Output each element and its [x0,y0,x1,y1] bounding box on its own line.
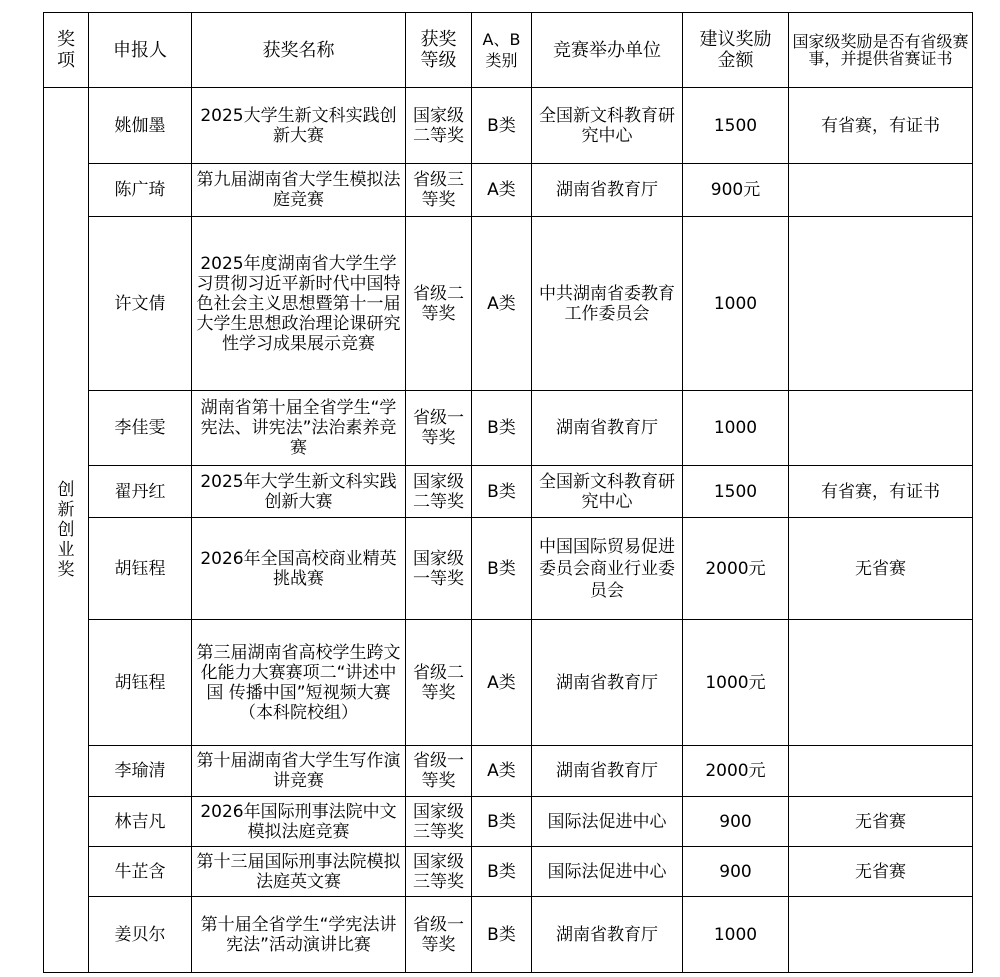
award-name-cell: 2026年全国高校商业精英挑战赛 [192,518,406,620]
table-row [44,217,973,391]
level-cell: 国家级一等奖 [406,518,472,620]
level-cell: 省级一等奖 [406,391,472,466]
amount-cell: 1000元 [683,620,789,746]
level-cell: 省级二等奖 [406,217,472,391]
class-cell: A类 [472,620,532,746]
table-row [44,88,973,164]
applicant-cell: 林吉凡 [89,797,192,847]
award-name-cell: 第十三届国际刑事法院模拟法庭英文赛 [192,847,406,897]
provincial-cell [789,897,973,973]
table-row [44,391,973,466]
award-table [43,12,973,973]
level-cell: 省级一等奖 [406,897,472,973]
provincial-cell: 无省赛 [789,518,973,620]
table-body [44,88,973,973]
table-row [44,164,973,217]
applicant-cell: 牛芷含 [89,847,192,897]
award-name-cell: 2025年大学生新文科实践创新大赛 [192,466,406,518]
applicant-cell: 李瑜清 [89,746,192,797]
organizer-cell: 中国国际贸易促进委员会商业行业委员会 [532,518,683,620]
table-row [44,746,973,797]
amount-cell: 2000元 [683,518,789,620]
applicant-cell: 姜贝尔 [89,897,192,973]
provincial-cell: 有省赛，有证书 [789,466,973,518]
award-name-cell: 湖南省第十届全省学生“学宪法、讲宪法”法治素养竞赛 [192,391,406,466]
table-row [44,897,973,973]
level-cell: 省级一等奖 [406,746,472,797]
provincial-cell [789,391,973,466]
amount-cell: 900 [683,797,789,847]
provincial-cell: 无省赛 [789,847,973,897]
class-cell: B类 [472,847,532,897]
provincial-cell [789,620,973,746]
amount-cell: 900元 [683,164,789,217]
organizer-cell: 湖南省教育厅 [532,746,683,797]
provincial-cell: 有省赛，有证书 [789,88,973,164]
header-class: A、B类别 [472,13,532,88]
provincial-cell [789,746,973,797]
header-amount: 建议奖励金额 [683,13,789,88]
applicant-cell: 许文倩 [89,217,192,391]
header-category: 奖项 [44,13,89,88]
award-name-cell: 第九届湖南省大学生模拟法庭竞赛 [192,164,406,217]
class-cell: B类 [472,466,532,518]
award-name-cell: 2025大学生新文科实践创新大赛 [192,88,406,164]
award-name-cell: 2025年度湖南省大学生学习贯彻习近平新时代中国特色社会主义思想暨第十一届大学生思想政治理论课研究性学习成果展示竞赛 [192,217,406,391]
header-award-name: 获奖名称 [192,13,406,88]
award-name-cell: 第十届湖南省大学生写作演讲竞赛 [192,746,406,797]
amount-cell: 1500 [683,466,789,518]
header-organizer: 竞赛举办单位 [532,13,683,88]
header-level: 获奖等级 [406,13,472,88]
organizer-cell: 湖南省教育厅 [532,391,683,466]
class-cell: A类 [472,217,532,391]
class-cell: B类 [472,797,532,847]
header-applicant: 申报人 [89,13,192,88]
organizer-cell: 国际法促进中心 [532,797,683,847]
class-cell: B类 [472,897,532,973]
table-row [44,797,973,847]
applicant-cell: 胡钰程 [89,518,192,620]
table-row [44,620,973,746]
header-row [44,13,973,88]
amount-cell: 900 [683,847,789,897]
class-cell: B类 [472,391,532,466]
organizer-cell: 湖南省教育厅 [532,164,683,217]
organizer-cell: 湖南省教育厅 [532,897,683,973]
award-name-cell: 第三届湖南省高校学生跨文化能力大赛赛项二“讲述中国 传播中国”短视频大赛（本科院校组） [192,620,406,746]
level-cell: 国家级二等奖 [406,88,472,164]
award-name-cell: 2026年国际刑事法院中文模拟法庭竞赛 [192,797,406,847]
applicant-cell: 翟丹红 [89,466,192,518]
class-cell: A类 [472,164,532,217]
provincial-cell [789,217,973,391]
organizer-cell: 国际法促进中心 [532,847,683,897]
applicant-cell: 李佳雯 [89,391,192,466]
amount-cell: 1000 [683,391,789,466]
table-row [44,518,973,620]
level-cell: 国家级二等奖 [406,466,472,518]
award-name-cell: 第十届全省学生“学宪法讲宪法”活动演讲比赛 [192,897,406,973]
amount-cell: 1000 [683,897,789,973]
provincial-cell [789,164,973,217]
amount-cell: 1500 [683,88,789,164]
category-cell: 创新创业奖 [44,88,89,973]
table-row [44,466,973,518]
applicant-cell: 胡钰程 [89,620,192,746]
organizer-cell: 中共湖南省委教育工作委员会 [532,217,683,391]
table-row [44,847,973,897]
provincial-cell: 无省赛 [789,797,973,847]
applicant-cell: 陈广琦 [89,164,192,217]
header-provincial: 国家级奖励是否有省级赛事，并提供省赛证书 [789,13,973,88]
level-cell: 省级三等奖 [406,164,472,217]
class-cell: A类 [472,746,532,797]
level-cell: 国家级三等奖 [406,797,472,847]
class-cell: B类 [472,518,532,620]
applicant-cell: 姚伽墨 [89,88,192,164]
organizer-cell: 湖南省教育厅 [532,620,683,746]
amount-cell: 2000元 [683,746,789,797]
organizer-cell: 全国新文科教育研究中心 [532,88,683,164]
organizer-cell: 全国新文科教育研究中心 [532,466,683,518]
level-cell: 国家级三等奖 [406,847,472,897]
class-cell: B类 [472,88,532,164]
amount-cell: 1000 [683,217,789,391]
level-cell: 省级二等奖 [406,620,472,746]
